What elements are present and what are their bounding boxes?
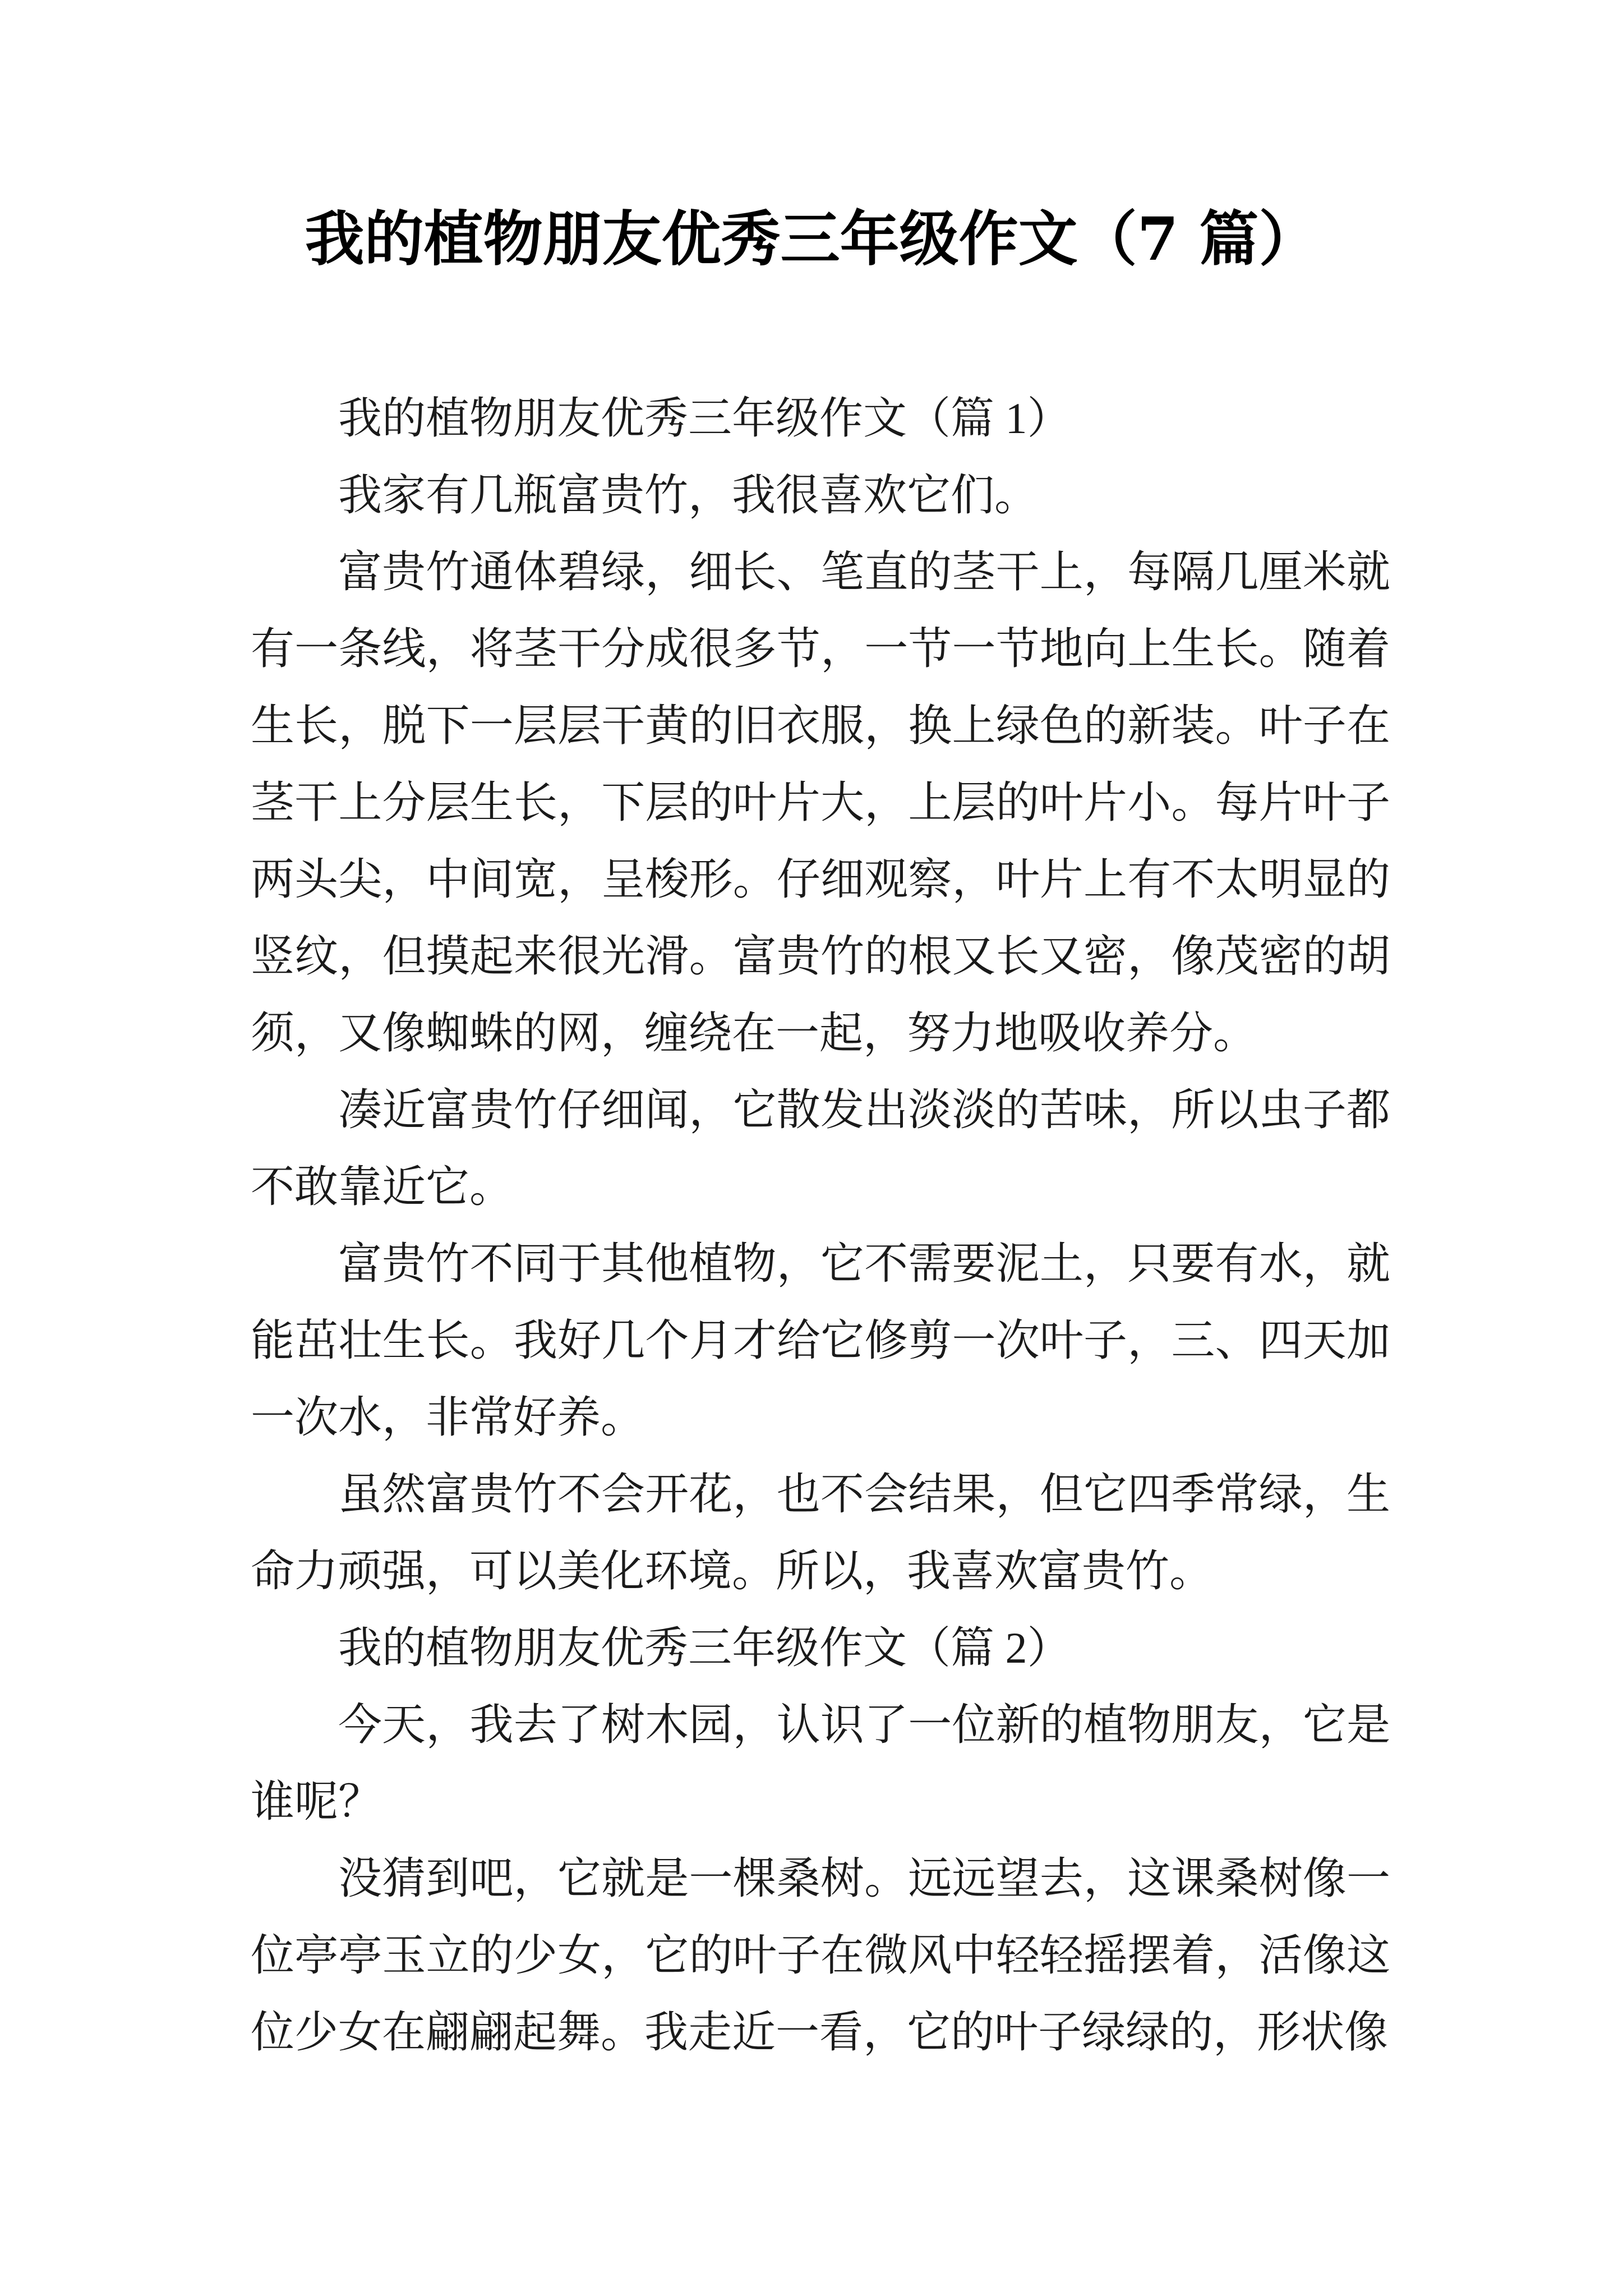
document-body	[251, 380, 1390, 2070]
paragraph: 富贵竹通体碧绿，细长、笔直的茎干上，每隔几厘米就有一条线，将茎干分成很多节，一节一节地向上生长。随着生长，脱下一层层干黄的旧衣服，换上绿色的新装。叶子在茎干上分层生长，下层的叶片大，上层的叶片小。每片叶子两头尖，中间宽，呈梭形。仔细观察，叶片上有不太明显的竖纹，但摸起来很光滑。富贵竹的根又长又密，像茂密的胡须，又像蜘蛛的网，缠绕在一起，努力地吸收养分。	[251, 547, 1390, 1057]
paragraph: 富贵竹不同于其他植物，它不需要泥土，只要有水，就能茁壮生长。我好几个月才给它修剪一次叶子，三、四天加一次水，非常好养。	[251, 1239, 1390, 1442]
paragraph: 凑近富贵竹仔细闻，它散发出淡淡的苦味，所以虫子都不敢靠近它。	[251, 1085, 1390, 1211]
paragraph: 没猜到吧，它就是一棵桑树。远远望去，这课桑树像一位亭亭玉立的少女，它的叶子在微风中轻轻摇摆着，活像这位少女在翩翩起舞。我走近一看，它的叶子绿绿的，形状像	[251, 1854, 1390, 2056]
document-title: 我的植物朋友优秀三年级作文（7 篇）	[305, 204, 1318, 274]
section-heading: 我的植物朋友优秀三年级作文（篇 1）	[338, 394, 1071, 443]
section-heading: 我的植物朋友优秀三年级作文（篇 2）	[338, 1623, 1071, 1672]
paragraph: 虽然富贵竹不会开花，也不会结果，但它四季常绿，生命力顽强，可以美化环境。所以，我喜欢富贵竹。	[251, 1470, 1390, 1595]
paragraph: 我家有几瓶富贵竹，我很喜欢它们。	[338, 471, 1039, 519]
paragraph: 今天，我去了树木园，认识了一位新的植物朋友，它是谁呢？	[251, 1700, 1390, 1826]
